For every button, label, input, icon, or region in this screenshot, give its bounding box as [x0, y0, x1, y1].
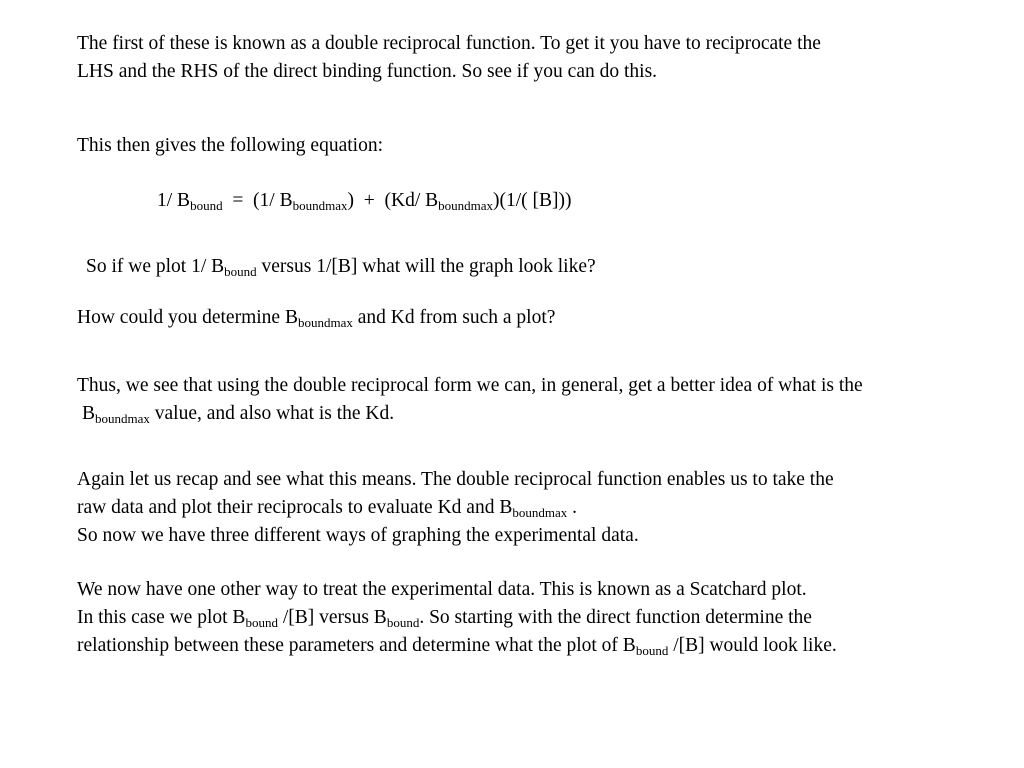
q2-sub-boundmax: boundmax: [297, 315, 353, 330]
recap-line-2-part-a: raw data and plot their reciprocals to evaluate Kd and B: [77, 497, 513, 518]
eq-part-d: )(1/( [B])): [493, 190, 572, 211]
eq-part-b: = (1/ B: [222, 190, 293, 211]
q1-part-a: So if we plot 1/ B: [86, 256, 225, 277]
scatchard-sub-bound-3: bound: [635, 643, 669, 658]
intro-line-1: The first of these is known as a double reciprocal function. To get it you have to reciprocate the: [77, 33, 821, 54]
scatchard-paragraph: [77, 576, 837, 660]
eq-sub-boundmax-1: boundmax: [292, 198, 348, 213]
scatchard-line-2-part-c: . So starting with the direct function determine the: [419, 607, 812, 628]
scatchard-line-3: [77, 632, 837, 660]
scatchard-line-3-part-a: relationship between these parameters and determine what the plot of B: [77, 635, 636, 656]
question-determine-params: [77, 304, 555, 332]
q2-part-a: How could you determine B: [77, 307, 298, 328]
intro-paragraph: [77, 30, 821, 86]
scatchard-line-2-part-a: In this case we plot B: [77, 607, 246, 628]
intro-line-2: LHS and the RHS of the direct binding function. So see if you can do this.: [77, 61, 658, 82]
scatchard-line-2-part-b: /[B] versus B: [277, 607, 387, 628]
eq-part-a: 1/ B: [157, 190, 191, 211]
question-graph-shape-text: [77, 253, 596, 281]
recap-line-3: So now we have three different ways of graphing the experimental data.: [77, 525, 639, 546]
summary-line-1: Thus, we see that using the double reciprocal form we can, in general, get a better idea of what is the: [77, 375, 863, 396]
q1-part-b: versus 1/[B] what will the graph look like?: [256, 256, 596, 277]
summary-line-2: [77, 400, 863, 428]
scatchard-sub-bound-1: bound: [245, 615, 278, 630]
scatchard-sub-bound-2: bound: [386, 615, 420, 630]
double-reciprocal-equation: [157, 187, 572, 215]
summary-paragraph: [77, 372, 863, 428]
question-graph-shape: [77, 253, 596, 281]
recap-sub-boundmax: boundmax: [512, 505, 568, 520]
recap-line-1: Again let us recap and see what this means. The double reciprocal function enables us to take the: [77, 469, 834, 490]
scatchard-line-3-part-b: /[B] would look like.: [668, 635, 837, 656]
scatchard-line-2: [77, 604, 837, 632]
eq-sub-bound: bound: [190, 198, 223, 213]
summary-sub-boundmax: boundmax: [95, 411, 150, 426]
equation-lead-in-text: This then gives the following equation:: [77, 135, 383, 156]
recap-line-2-part-b: .: [567, 497, 577, 518]
summary-line-2-part-b: value, and also what is the Kd.: [149, 403, 395, 424]
recap-line-2: [77, 494, 834, 522]
equation-lead-in: [77, 132, 383, 160]
summary-line-2-part-a: B: [82, 403, 96, 424]
q2-part-b: and Kd from such a plot?: [352, 307, 556, 328]
eq-sub-boundmax-2: boundmax: [438, 198, 494, 213]
recap-paragraph: [77, 466, 834, 550]
question-determine-params-text: [77, 304, 555, 332]
scatchard-line-1: We now have one other way to treat the experimental data. This is known as a Scatchard plot.: [77, 579, 807, 600]
eq-part-c: ) + (Kd/ B: [347, 190, 439, 211]
q1-sub-bound: bound: [224, 264, 257, 279]
